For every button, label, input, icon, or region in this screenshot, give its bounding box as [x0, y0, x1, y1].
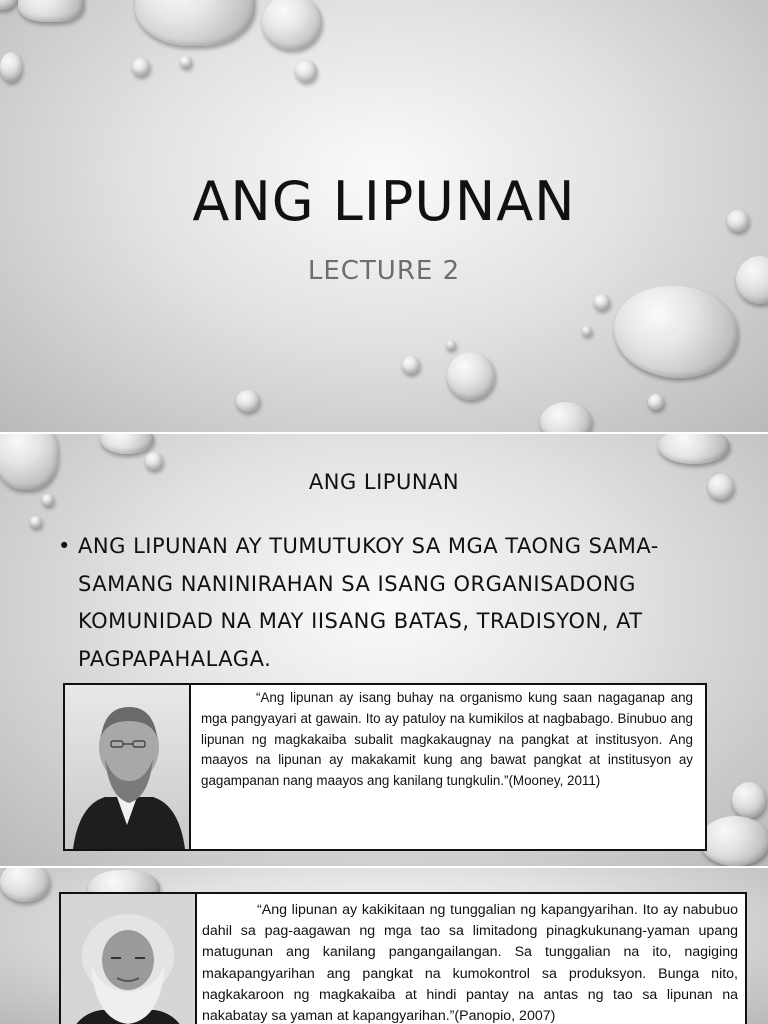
water-drop-decoration [402, 356, 420, 374]
water-drop-decoration [30, 516, 42, 528]
portrait-durkheim [65, 685, 191, 849]
definition-bullet: • ANG LIPUNAN AY TUMUTUKOY SA MGA TAONG SAMA-SAMANG NANINIRAHAN SA ISANG ORGANISADONG KOMUNIDAD NA MAY IISANG BATAS, TRADISYON, AT PAGPAPAHALAGA. [58, 534, 659, 671]
water-drop-decoration [0, 868, 50, 902]
water-drop-decoration [540, 402, 592, 432]
water-drop-decoration [0, 52, 22, 82]
quote-box-mooney [63, 683, 707, 851]
slide-title: ANG LIPUNAN [192, 170, 576, 233]
quote-text-mooney: “Ang lipunan ay isang buhay na organismo kung saan nagaganap ang mga pangyayari at gawain. Ito ay patuloy na kumikilos at nagbabago. Binubuo ang lipunan ng magkakaiba subalit magkakaugnay na pangkat at institusyon. Ang maayos na lipunan ay makakamit kung ang bawat pangkat at institusyon ay gagampanan nang maayos ang kanilang tungkulin.”(Mooney, 2011) [201, 690, 693, 789]
water-drop-decoration [145, 452, 163, 470]
water-drop-decoration [100, 434, 154, 454]
portrait-image [65, 685, 189, 849]
water-drop-decoration [614, 286, 738, 378]
water-drop-decoration [132, 58, 150, 76]
content-slide-definition [0, 434, 768, 866]
water-drop-decoration [295, 60, 317, 82]
slide-heading: ANG LIPUNAN [308, 470, 460, 494]
water-drop-decoration [236, 390, 260, 412]
slide-subtitle: LECTURE 2 [307, 256, 461, 286]
water-drop-decoration [262, 0, 322, 50]
water-drop-decoration [447, 352, 495, 400]
quote-box-panopio [59, 892, 747, 1024]
water-drop-decoration [658, 434, 730, 464]
water-drop-decoration [42, 494, 54, 506]
water-drop-decoration [732, 782, 766, 818]
water-drop-decoration [582, 326, 592, 336]
content-slide-conflict [0, 868, 768, 1024]
water-drop-decoration [446, 340, 456, 350]
title-slide [0, 0, 768, 432]
water-drop-decoration [135, 0, 255, 46]
portrait-image [61, 894, 195, 1024]
quote-text-panopio: “Ang lipunan ay kakikitaan ng tunggalian ng kapangyarihan. Ito ay nabubuo dahil sa pag-aagawan ng mga tao sa limitadong pinagkukunang-yaman upang matugunan ang kanilang pangangailangan. Sa tunggalian na ito, nagiging makapangyarihan ang pangkat na kumokontrol sa produksyon. Bunga nito, nagkakaroon ng magkakaiba at hindi pantay na antas ng tao sa lipunan na nakabatay sa yaman at kapangyarihan.”(Panopio, 2007) [202, 902, 738, 1024]
water-drop-decoration [180, 56, 192, 68]
portrait-marx [61, 894, 197, 1024]
water-drop-decoration [648, 394, 664, 410]
water-drop-decoration [0, 0, 18, 10]
water-drop-decoration [594, 294, 610, 310]
water-drop-decoration [18, 0, 84, 22]
water-drop-decoration [700, 816, 768, 866]
